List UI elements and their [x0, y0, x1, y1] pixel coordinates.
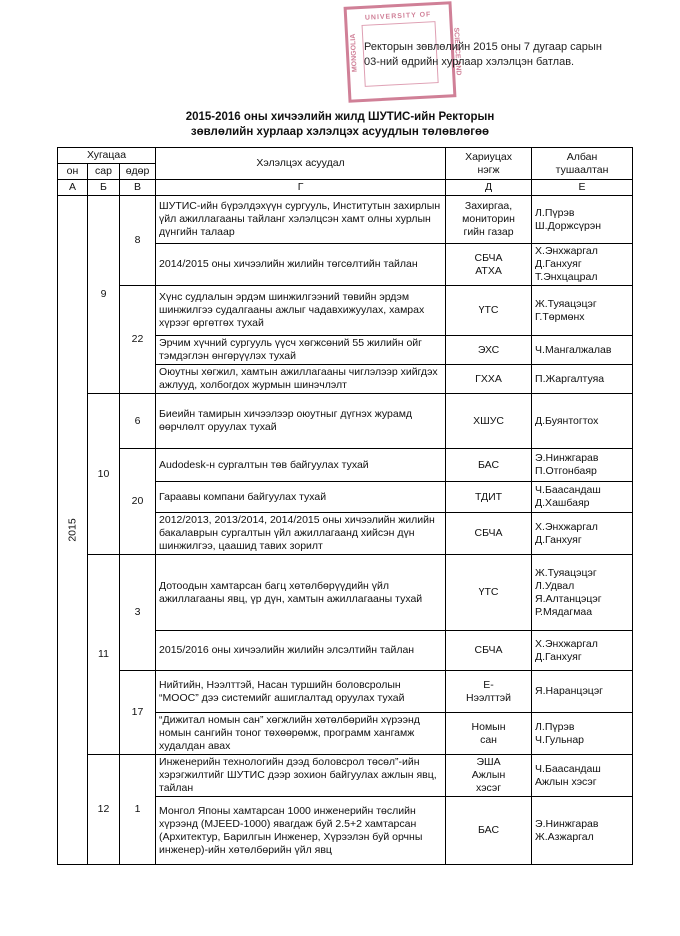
plan-table: [57, 147, 633, 865]
official-cell: Л.Пүрэв Ч.Гульнар: [532, 713, 633, 755]
letter-g: Г: [156, 180, 446, 196]
topic-cell: 2014/2015 оны хичээлийн жилийн төгсөлтийн тайлан: [156, 244, 446, 286]
table-row: [58, 286, 633, 336]
year-cell: [58, 196, 88, 865]
topic-cell: ШУТИС-ийн бүрэлдэхүүн сургууль, Институтын захирлын үйл ажиллагааны тайланг хэлэлцсэн хамт олны хурлын дүнгийн талаар: [156, 196, 446, 244]
topic-cell: Инженерийн технологийн дээд боловсрол төсөл”-ийн хэрэгжилтийг ШУТИС дээр зохион байгуулах ажлын явц, тайлан: [156, 755, 446, 797]
letter-v: В: [120, 180, 156, 196]
letter-row: [58, 180, 633, 196]
official-cell: Х.Энхжаргал Д.Ганхуяг: [532, 513, 633, 555]
month-cell-12: 12: [88, 755, 120, 865]
month-cell-9: 9: [88, 196, 120, 394]
approval-note: [364, 40, 664, 70]
topic-cell: Монгол Японы хамтарсан 1000 инженерийн төслийн хүрээнд (MJEED-1000) явагдаж буй 2.5+2 хамтарсан (Архитектур, Барилгын Инженер, Хүрээлэн буй орчны инженер)-ийн хөтөлбөрийн үйл явц: [156, 797, 446, 865]
official-cell: Ч.Баасандаш Д.Хашбаяр: [532, 482, 633, 513]
header-month: сар: [88, 164, 120, 180]
topic-cell: Биеийн тамирын хичээлээр оюутныг дүгнэх журамд өөрчлөлт оруулах тухай: [156, 394, 446, 449]
letter-b: Б: [88, 180, 120, 196]
letter-a: А: [58, 180, 88, 196]
unit-cell: ҮТС: [446, 555, 532, 631]
official-cell: Л.Пүрэв Ш.Доржсүрэн: [532, 196, 633, 244]
official-cell: Э.Нинжгарав Ж.Азжаргал: [532, 797, 633, 865]
topic-cell: “Дижитал номын сан” хөгжлийн хөтөлбөрийн хүрээнд номын сангийн тоног төхөөрөмж, программ хангамж худалдан авах: [156, 713, 446, 755]
unit-cell: ЭХС: [446, 336, 532, 365]
approval-line-1: Ректорын зөвлөлийн 2015 оны 7 дугаар сарын: [364, 41, 602, 53]
official-cell: Х.Энхжаргал Д.Ганхуяг: [532, 631, 633, 671]
official-cell: Я.Наранцэцэг: [532, 671, 633, 713]
official-cell: Д.Буянтогтох: [532, 394, 633, 449]
table-row: [58, 671, 633, 713]
official-cell: Х.Энхжаргал Д.Ганхуяг Т.Энхцацрал: [532, 244, 633, 286]
year-label: 2015: [66, 518, 78, 542]
header-responsible: Хариуцах нэгж: [446, 148, 532, 180]
official-cell: Ч.Баасандаш Ажлын хэсэг: [532, 755, 633, 797]
title-line-1: 2015-2016 оны хичээлийн жилд ШУТИС-ийн Ректорын: [185, 111, 495, 123]
official-cell: Ч.Мангалжалав: [532, 336, 633, 365]
unit-cell: Номын сан: [446, 713, 532, 755]
stamp-left-text: MONGOLIA: [349, 33, 359, 73]
topic-cell: Audodesk-н сургалтын төв байгуулах тухай: [156, 449, 446, 482]
unit-cell: БАС: [446, 797, 532, 865]
unit-cell: ЭША Ажлын хэсэг: [446, 755, 532, 797]
topic-cell: Эрчим хүчний сургууль үүсч хөгжсөний 55 жилийн ойг тэмдэглэн өнгөрүүлэх тухай: [156, 336, 446, 365]
day-cell-1: 1: [120, 755, 156, 865]
header-topic: Хэлэлцэх асуудал: [156, 148, 446, 180]
document-title: [120, 110, 560, 140]
stamp-top-text: UNIVERSITY OF: [364, 11, 432, 22]
header-day: өдөр: [120, 164, 156, 180]
topic-cell: 2012/2013, 2013/2014, 2014/2015 оны хичээлийн жилийн бакалаврын сургалтын үйл ажиллагаанд хийсэн дүн шинжилгээ, цаашид тавих зорилт: [156, 513, 446, 555]
header-period: Хугацаа: [58, 148, 156, 164]
month-cell-10: 10: [88, 394, 120, 555]
title-line-2: зөвлөлийн хурлаар хэлэлцэх асуудлын төлөвлөгөө: [190, 126, 490, 138]
official-cell: Э.Нинжгарав П.Отгонбаяр: [532, 449, 633, 482]
table-row: [58, 394, 633, 449]
day-cell-6: 6: [120, 394, 156, 449]
month-cell-11: 11: [88, 555, 120, 755]
topic-cell: Гараавы компани байгуулах тухай: [156, 482, 446, 513]
topic-cell: Хүнс судлалын эрдэм шинжилгээний төвийн эрдэм шинжилгээ судалгааны ажлыг чадавхижуулах, хамрах хүрээг өргөтгөх тухай: [156, 286, 446, 336]
unit-cell: Захиргаа, мониторин гийн газар: [446, 196, 532, 244]
table-row: [58, 196, 633, 244]
header-official: Албан тушаалтан: [532, 148, 633, 180]
unit-cell: СБЧА: [446, 631, 532, 671]
header-row-1: [58, 148, 633, 164]
topic-cell: Нийтийн, Нээлттэй, Насан туршийн боловсролын “МООС” дээ системийг ашиглалтад оруулах тухай: [156, 671, 446, 713]
table-row: [58, 555, 633, 631]
unit-cell: Е- Нээлттэй: [446, 671, 532, 713]
topic-cell: Дотоодын хамтарсан багц хөтөлбөрүүдийн үйл ажиллагааны явц, үр дүн, хамтын ажиллагааны тухай: [156, 555, 446, 631]
unit-cell: БАС: [446, 449, 532, 482]
topic-cell: 2015/2016 оны хичээлийн жилийн элсэлтийн тайлан: [156, 631, 446, 671]
unit-cell: СБЧА: [446, 513, 532, 555]
table-row: [58, 449, 633, 482]
unit-cell: СБЧА АТХА: [446, 244, 532, 286]
unit-cell: ТДИТ: [446, 482, 532, 513]
letter-e: Е: [532, 180, 633, 196]
header-year: он: [58, 164, 88, 180]
unit-cell: ГХХА: [446, 365, 532, 394]
day-cell-8: 8: [120, 196, 156, 286]
unit-cell: ХШУС: [446, 394, 532, 449]
official-cell: Ж.Туяацэцэг Г.Төрмөнх: [532, 286, 633, 336]
official-cell: П.Жаргалтуяа: [532, 365, 633, 394]
stamp-right-text: SCIENCE AND: [452, 27, 462, 76]
letter-d: Д: [446, 180, 532, 196]
day-cell-22: 22: [120, 286, 156, 394]
official-cell: Ж.Туяацэцэг Л.Удвал Я.Алтанцэцэг Р.Мядагмаа: [532, 555, 633, 631]
day-cell-17: 17: [120, 671, 156, 755]
unit-cell: ҮТС: [446, 286, 532, 336]
day-cell-3: 3: [120, 555, 156, 671]
topic-cell: Оюутны хөгжил, хамтын ажиллагааны чиглэлээр хийгдэх ажлууд, холбогдох журмын шинэчлэлт: [156, 365, 446, 394]
day-cell-20: 20: [120, 449, 156, 555]
table-row: [58, 755, 633, 797]
approval-line-2: 03-ний өдрийн хурлаар хэлэлцэн батлав.: [364, 56, 575, 68]
